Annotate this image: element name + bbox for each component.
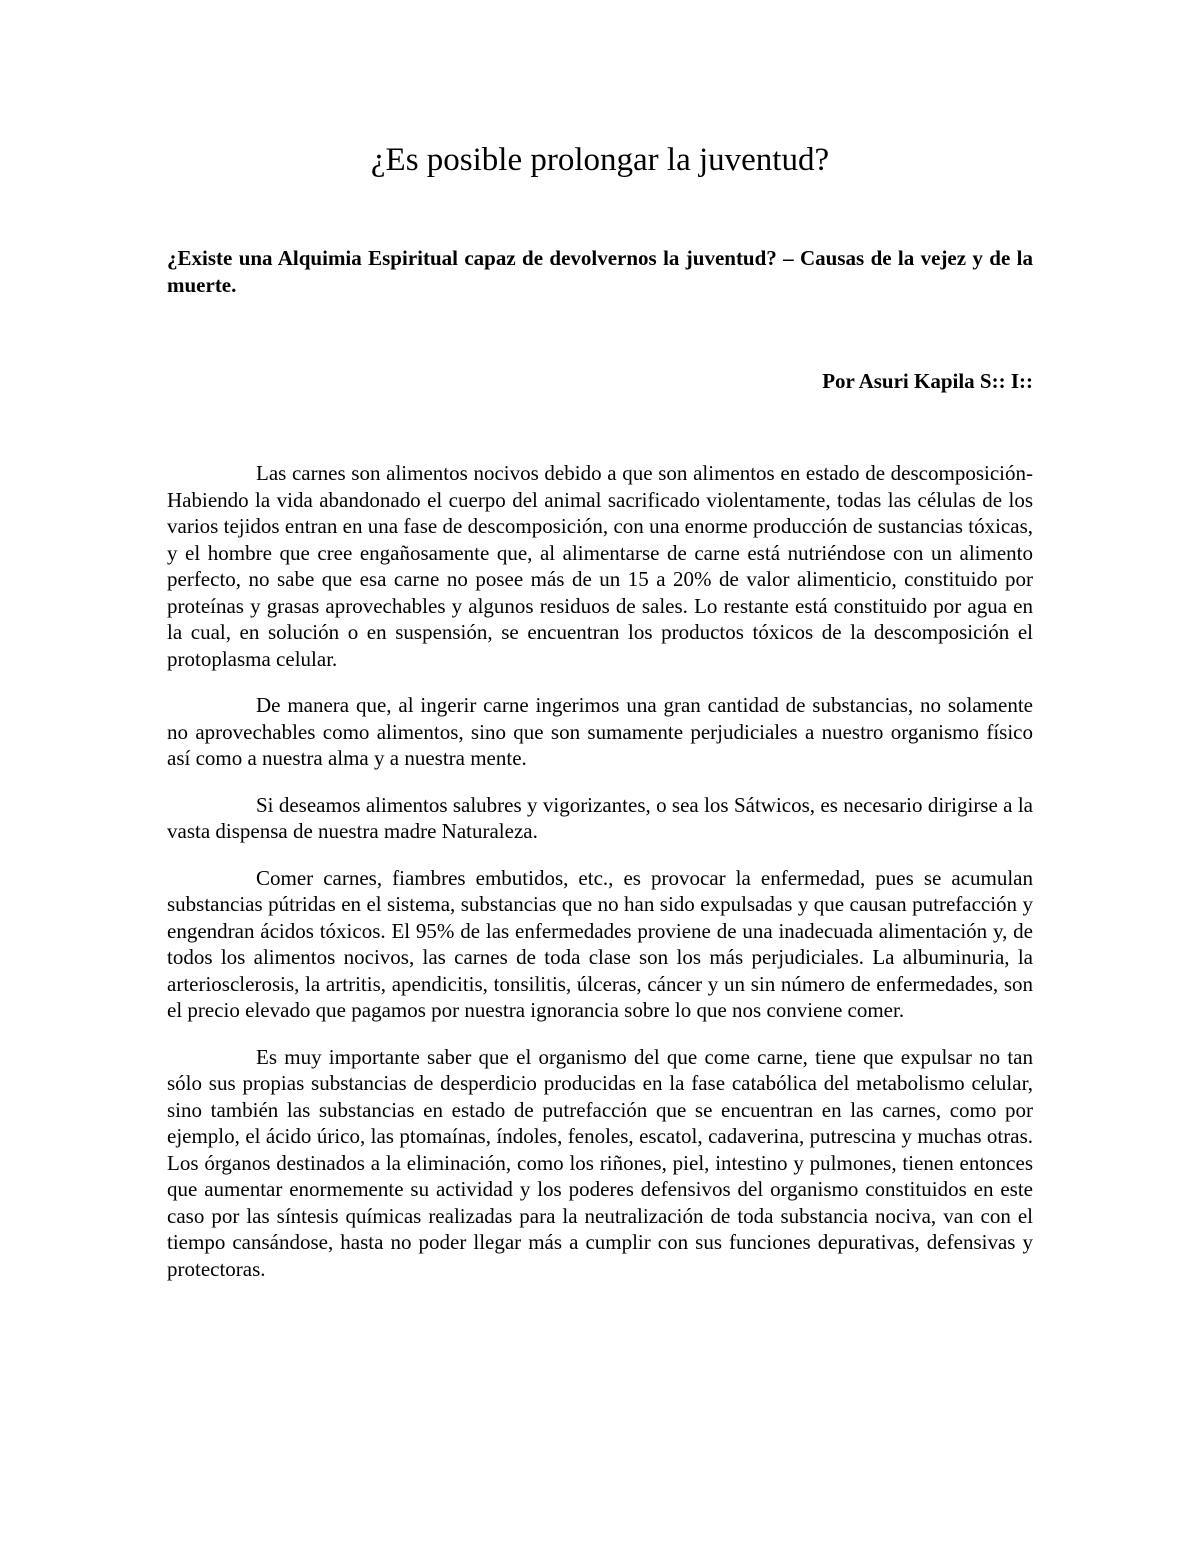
author-line: Por Asuri Kapila S:: I:: — [822, 369, 1033, 393]
paragraph-3: Si deseamos alimentos salubres y vigorizantes, o sea los Sátwicos, es necesario dirigirse a la vasta dispensa de nuestra madre Naturaleza. — [167, 792, 1033, 843]
page-title: ¿Es posible prolongar la juventud? — [370, 142, 830, 178]
page-subtitle: ¿Existe una Alquimia Espiritual capaz de devolvernos la juventud? – Causas de la vejez y de la muerte. — [167, 246, 1033, 297]
paragraph-4: Comer carnes, fiambres embutidos, etc., es provocar la enfermedad, pues se acumulan substancias pútridas en el sistema, substancias que no han sido expulsadas y que causan putrefacción y engendran ácidos tóxicos. El 95% de las enfermedades proviene de una inadecuada alimentación y, de todos los alimentos nocivos, las carnes de toda clase son los más perjudiciales. La albuminuria, la arteriosclerosis, la artritis, apendicitis, tonsilitis, úlceras, cáncer y un sin número de enfermedades, son el precio elevado que pagamos por nuestra ignorancia sobre lo que nos conviene comer. — [167, 865, 1033, 1022]
paragraph-1: Las carnes son alimentos nocivos debido a que son alimentos en estado de descomposición- Habiendo la vida abandonado el cuerpo del animal sacrificado violentamente, todas las células de los varios tejidos entran en una fase de descomposición, con una enorme producción de sustancias tóxicas, y el hombre que cree engañosamente que, al alimentarse de carne está nutriéndose con un alimento perfecto, no sabe que esa carne no posee más de un 15 a 20% de valor alimenticio, constituido por proteínas y grasas aprovechables y algunos residuos de sales. Lo restante está constituido por agua en la cual, en solución o en suspensión, se encuentran los productos tóxicos de la descomposición el protoplasma celular. — [167, 461, 1033, 671]
paragraph-2: De manera que, al ingerir carne ingerimos una gran cantidad de substancias, no solamente no aprovechables como alimentos, sino que son sumamente perjudiciales a nuestro organismo físico así como a nuestra alma y a nuestra mente. — [167, 693, 1033, 770]
article-body — [167, 460, 1033, 1302]
paragraph-5: Es muy importante saber que el organismo del que come carne, tiene que expulsar no tan sólo sus propias substancias de desperdicio producidas en la fase catabólica del metabolismo celular, sino también las substancias en estado de putrefacción que se encuentran en las carnes, como por ejemplo, el ácido úrico, las ptomaínas, índoles, fenoles, escatol, cadaverina, putrescina y muchas otras. Los órganos destinados a la eliminación, como los riñones, piel, intestino y pulmones, tienen entonces que aumentar enormemente su actividad y los poderes defensivos del organismo constituidos en este caso por las síntesis químicas realizadas para la neutralización de toda substancia nociva, van con el tiempo cansándose, hasta no poder llegar más a cumplir con sus funciones depurativas, defensivas y protectoras. — [167, 1044, 1033, 1281]
